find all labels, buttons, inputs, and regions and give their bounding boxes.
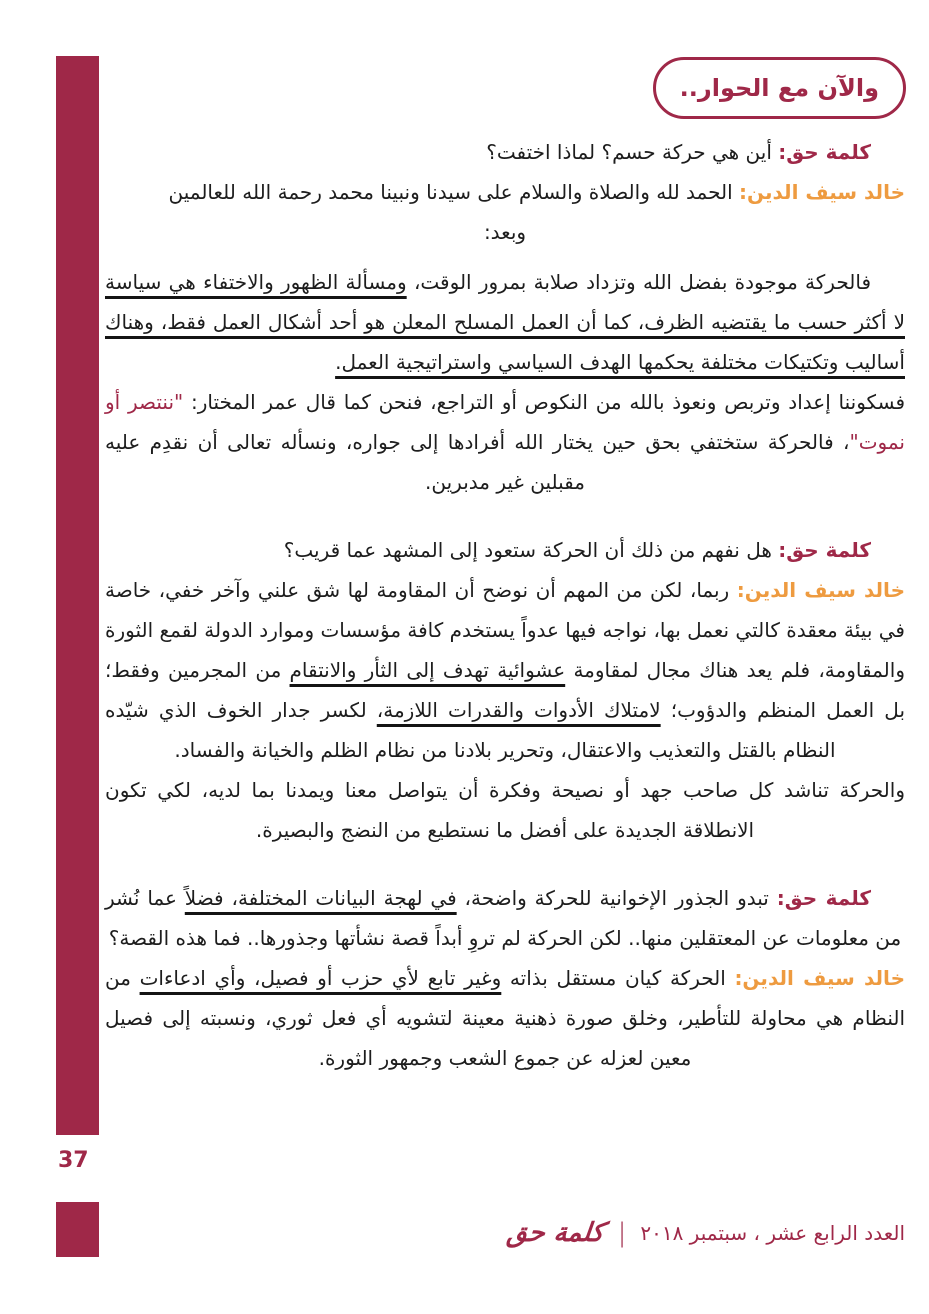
answer-1-paragraph-2 — [105, 382, 905, 502]
text-run: ربما، لكن من المهم أن نوضح أن المقاومة لها شق علني وآخر خفي، خاصة في بيئة معقدة كالتي نعمل بها، نواجه فيها عدواً يستخدم كافة مؤسسات وموارد الدولة لقمع الثورة والمقاومة، فلم يعد هناك مجال لمقاومة — [105, 578, 905, 682]
answer-1-waba3d — [105, 212, 905, 252]
section-badge-label: والآن مع الحوار.. — [679, 74, 879, 102]
text-run: من النظام هي محاولة للتأطير، وخلق صورة ذهنية معينة لتشويه أي فعل ثوري، ونسبته إلى فصيل معين لعزله عن جموع الشعب وجمهور الثورة. — [105, 966, 905, 1070]
text-run: ، فالحركة ستختفي بحق حين يختار الله أفرادها إلى جواره، ونسأله تعالى أن نقدِم عليه مقبلين غير مدبرين. — [105, 430, 850, 494]
speaker-label-kalimat-haq: كلمة حق: — [778, 140, 871, 164]
speaker-label-khaled-seif-eldin: خالد سيف الدين: — [739, 180, 905, 204]
page-number: 37 — [58, 1148, 89, 1173]
article — [105, 132, 905, 1078]
text-run: من المجرمين وفقط؛ بل العمل المنظم والدؤوب؛ — [105, 658, 906, 722]
qa-block — [105, 878, 905, 1078]
underlined-emphasis: في لهجة البيانات المختلفة، فضلاً — [184, 886, 457, 910]
text-run: لكسر جدار الخوف الذي شيّده النظام بالقتل والتعذيب والاعتقال، وتحرير بلادنا من نظام الظلم والخيانة والفساد. — [105, 698, 836, 762]
text-run: الحركة كيان مستقل بذاته — [501, 966, 735, 990]
underlined-emphasis: ومسألة الظهور والاختفاء هي سياسة لا أكثر حسب ما يقتضيه الظرف، كما أن العمل المسلح المعلن هو أحد أشكال العمل فقط، وهناك أساليب وتكتيكات مختلفة يحكمها الهدف السياسي واستراتيجية العمل. — [105, 270, 905, 374]
underlined-emphasis: وغير تابع لأي حزب أو فصيل، وأي ادعاءات — [139, 966, 502, 990]
text-run: أين هي حركة حسم؟ لماذا اختفت؟ — [486, 140, 779, 164]
answer-3-paragraph-1 — [105, 958, 905, 1078]
text-run: هل نفهم من ذلك أن الحركة ستعود إلى المشهد عما قريب؟ — [283, 538, 779, 562]
text-run: فالحركة موجودة بفضل الله وتزداد صلابة بمرور الوقت، — [406, 270, 871, 294]
text-run: تبدو الجذور الإخوانية للحركة واضحة، — [456, 886, 777, 910]
magazine-logo: كلمة حق — [505, 1218, 606, 1248]
answer-2-paragraph-1 — [105, 570, 905, 770]
speaker-label-kalimat-haq: كلمة حق: — [776, 886, 871, 910]
footer-separator: | — [617, 1218, 627, 1248]
question-1 — [105, 132, 905, 172]
answer-2-paragraph-2 — [105, 770, 905, 850]
footer — [507, 1218, 905, 1248]
speaker-label-khaled-seif-eldin: خالد سيف الدين: — [734, 966, 905, 990]
left-accent-bar — [56, 56, 99, 1135]
text-run: الحمد لله والصلاة والسلام على سيدنا ونبينا محمد رحمة الله للعالمين — [168, 180, 739, 204]
qa-block — [105, 132, 905, 502]
qa-block — [105, 530, 905, 850]
question-2 — [105, 530, 905, 570]
answer-1-opening — [105, 172, 905, 212]
text-run: فسكوننا إعداد وتربص ونعوذ بالله من النكوص أو التراجع، فنحن كما قال عمر المختار: — [183, 390, 905, 414]
underlined-emphasis: عشوائية تهدف إلى الثأر والانتقام — [289, 658, 566, 682]
text-run: عما نُشر من معلومات عن المعتقلين منها.. لكن الحركة لم تروِ أبداً قصة نشأتها وجذورها.. فما هذه القصة؟ — [105, 886, 902, 950]
corner-accent-square — [56, 1202, 99, 1257]
speaker-label-khaled-seif-eldin: خالد سيف الدين: — [736, 578, 905, 602]
footer-issue-line: العدد الرابع عشر ، سبتمبر ٢٠١٨ — [640, 1221, 905, 1245]
text-run: وبعد: — [483, 220, 527, 244]
question-3 — [105, 878, 905, 958]
text-run: والحركة تناشد كل صاحب جهد أو نصيحة وفكرة أن يتواصل معنا ويمدنا بما لديه، لكي تكون الانطلاقة الجديدة على أفضل ما نستطيع من النضج والبصيرة. — [105, 778, 905, 842]
underlined-emphasis: لامتلاك الأدوات والقدرات اللازمة، — [376, 698, 661, 722]
answer-1-paragraph-1 — [105, 262, 905, 382]
speaker-label-kalimat-haq: كلمة حق: — [778, 538, 871, 562]
maroon-quote: "ننتصر أو نموت" — [105, 390, 905, 454]
section-badge — [653, 57, 906, 119]
